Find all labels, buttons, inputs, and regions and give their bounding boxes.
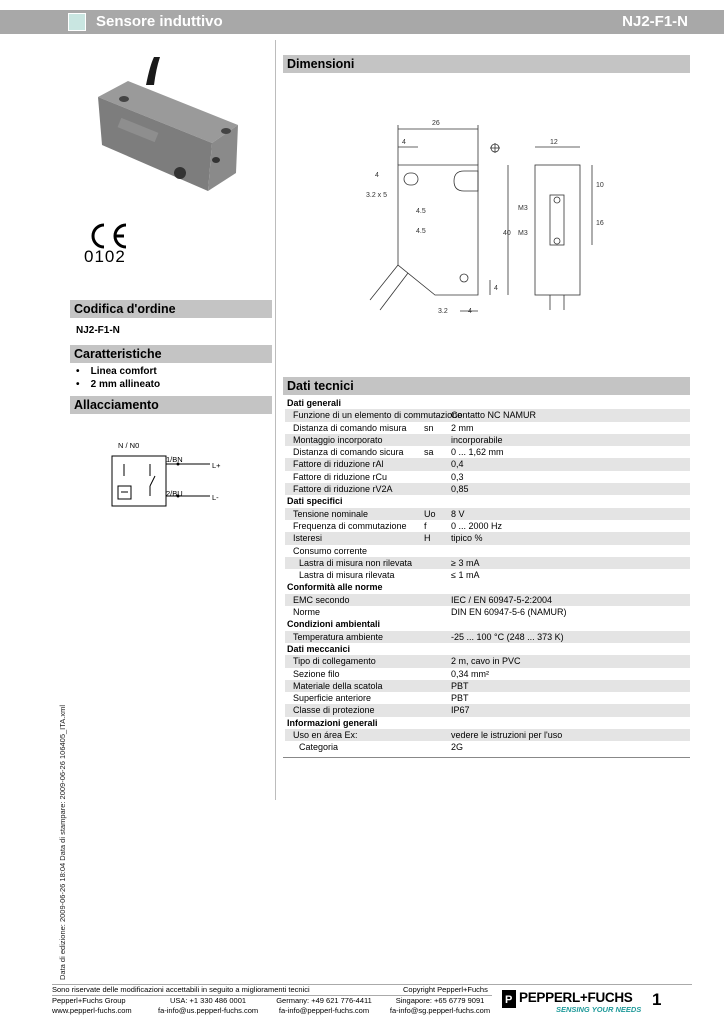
table-row — [285, 458, 690, 470]
row-symbol: sn — [424, 422, 434, 433]
table-row — [285, 545, 690, 557]
row-value: tipico % — [451, 533, 483, 544]
order-code: NJ2-F1-N — [76, 325, 120, 336]
row-value: PBT — [451, 680, 469, 691]
footer-group: Pepperl+Fuchs Group www.pepperl-fuchs.com — [52, 996, 132, 1015]
table-row — [285, 409, 690, 421]
row-value: IEC / EN 60947-5-2:2004 — [451, 594, 553, 605]
row-label: Consumo corrente — [293, 545, 368, 556]
row-value: DIN EN 60947-5-6 (NAMUR) — [451, 607, 567, 618]
table-row — [285, 655, 690, 667]
table-row — [285, 422, 690, 434]
row-label: Lastra di misura non rilevata — [299, 557, 413, 568]
row-label: Fattore di riduzione rCu — [293, 471, 388, 482]
svg-text:P: P — [505, 994, 513, 1006]
footer-germany: Germany: +49 621 776-4411 fa-info@pepperl-fuchs.com — [276, 996, 372, 1015]
wire-2-label: 2/BU — [166, 489, 183, 498]
table-row — [285, 532, 690, 544]
table-row — [285, 668, 690, 680]
row-value: 2G — [451, 742, 464, 753]
dim-3-2: 3.2 — [438, 308, 448, 315]
row-label: Isteresi — [293, 533, 323, 544]
footer-singapore: Singapore: +65 6779 9091 fa-info@sg.pepperl-fuchs.com — [389, 996, 491, 1015]
table-row — [285, 741, 690, 753]
dim-4-side: 4 — [375, 172, 379, 179]
footer-usa: USA: +1 330 486 0001 fa-info@us.pepperl-fuchs.com — [158, 996, 259, 1015]
row-label: Lastra di misura rilevata — [299, 570, 395, 581]
row-label: Superficie anteriore — [293, 693, 372, 704]
row-label: Montaggio incorporato — [293, 434, 383, 445]
table-row — [285, 483, 690, 495]
row-value: 0,85 — [451, 484, 469, 495]
table-row — [285, 471, 690, 483]
row-value: incorporabile — [451, 434, 503, 445]
row-value: ≤ 1 mA — [451, 570, 480, 581]
row-value: -25 ... 100 °C (248 ... 373 K) — [451, 631, 564, 642]
row-label: Classe di protezione — [293, 705, 375, 716]
footer-notice: Sono riservate delle modificazioni accettabili in seguito a miglioramenti tecnici — [52, 985, 310, 994]
table-row — [285, 520, 690, 532]
section-codifica: Codifica d'ordine — [70, 300, 272, 318]
table-row — [285, 606, 690, 618]
row-symbol: Uo — [424, 508, 436, 519]
row-value: 8 V — [451, 508, 465, 519]
dim-m3-a: M3 — [518, 205, 528, 212]
group-label: Dati generali — [287, 398, 342, 408]
dimension-drawing — [360, 115, 610, 325]
row-label: Norme — [293, 607, 321, 618]
table-row — [285, 704, 690, 716]
ce-number: 0102 — [84, 247, 126, 266]
row-value: 2 m, cavo in PVC — [451, 656, 521, 667]
dim-4-low: 4 — [468, 308, 472, 315]
column-divider — [275, 40, 276, 800]
row-value: IP67 — [451, 705, 470, 716]
row-label: Sezione filo — [293, 668, 340, 679]
section-allacciamento: Allacciamento — [70, 396, 272, 414]
row-label: Uso en área Ex: — [293, 730, 358, 741]
product-code: NJ2-F1-N — [622, 13, 688, 30]
brand-name: PEPPERL+FUCHS — [519, 990, 633, 1005]
group-label: Condizioni ambientali — [287, 619, 381, 630]
row-label: Fattore di riduzione rV2A — [293, 484, 393, 495]
table-row — [285, 569, 690, 581]
pepperl-fuchs-logo-icon — [502, 990, 516, 1008]
minus-label: L- — [212, 493, 219, 502]
row-label: Materiale della scatola — [293, 680, 383, 691]
table-group-header — [285, 618, 690, 630]
table-group-header — [285, 643, 690, 655]
footer-copyright: Copyright Pepperl+Fuchs — [403, 985, 488, 994]
brand-slogan: SENSING YOUR NEEDS — [556, 1005, 642, 1014]
row-label: Fattore di riduzione rAl — [293, 459, 384, 470]
feature-item: • Linea comfort — [76, 366, 157, 377]
group-label: Dati specifici — [287, 496, 343, 507]
connection-type: N / N0 — [118, 441, 140, 450]
dim-4-top: 4 — [402, 139, 406, 146]
table-end-line — [283, 757, 690, 758]
row-value: PBT — [451, 693, 469, 704]
dim-m3-b: M3 — [518, 230, 528, 237]
row-value: ≥ 3 mA — [451, 557, 480, 568]
section-caratteristiche: Caratteristiche — [70, 345, 272, 363]
header-bar — [0, 10, 724, 34]
row-label: Distanza di comando sicura — [293, 447, 404, 458]
dim-12: 12 — [550, 139, 558, 146]
row-value: 0,34 mm² — [451, 668, 490, 679]
dim-26: 26 — [432, 120, 440, 127]
group-label: Informazioni generali — [287, 717, 378, 728]
dim-40: 40 — [503, 230, 511, 237]
table-group-header — [285, 495, 690, 507]
table-group-header — [285, 717, 690, 729]
row-value: 0 ... 2000 Hz — [451, 520, 503, 531]
table-row — [285, 508, 690, 520]
ce-mark-icon — [86, 222, 130, 250]
page-title: Sensore induttivo — [96, 13, 223, 30]
table-group-header — [285, 397, 690, 409]
row-label: Temperatura ambiente — [293, 631, 384, 642]
feature-list — [76, 365, 160, 391]
row-label: Categoria — [299, 742, 339, 753]
dim-4-5-a: 4.5 — [416, 208, 426, 215]
table-row — [285, 680, 690, 692]
dim-3-2x5: 3.2 x 5 — [366, 192, 388, 199]
row-value: Contatto NC NAMUR — [451, 410, 537, 421]
table-group-header — [285, 581, 690, 593]
row-value: 0,3 — [451, 471, 464, 482]
row-label: Frequenza di commutazione — [293, 520, 407, 531]
dim-4-bottom: 4 — [494, 285, 498, 292]
section-dimensioni: Dimensioni — [283, 55, 690, 73]
dim-4-5-b: 4.5 — [416, 228, 426, 235]
tech-table — [285, 397, 690, 754]
group-label: Dati meccanici — [287, 643, 351, 654]
table-row — [285, 434, 690, 446]
feature-item: • 2 mm allineato — [76, 379, 161, 390]
section-dati-tecnici: Dati tecnici — [283, 377, 690, 395]
wire-1-label: 1/BN — [166, 455, 183, 464]
table-row — [285, 594, 690, 606]
dim-10: 10 — [596, 182, 604, 189]
table-row — [285, 557, 690, 569]
row-symbol: f — [424, 520, 427, 531]
row-label: Tensione nominale — [293, 508, 369, 519]
table-row — [285, 631, 690, 643]
dim-16: 16 — [596, 220, 604, 227]
edition-info: Data di edizione: 2009-06-26 18:04 Data di stampare: 2009-06-26 106405_ITA.xml — [58, 704, 67, 980]
plus-label: L+ — [212, 461, 221, 470]
row-value: 0 ... 1,62 mm — [451, 447, 504, 458]
row-label: Tipo di collegamento — [293, 656, 376, 667]
row-symbol: H — [424, 533, 431, 544]
header-square-icon — [68, 13, 86, 31]
row-symbol: sa — [424, 447, 434, 458]
table-row — [285, 446, 690, 458]
row-label: Funzione di un elemento di commutazione — [293, 410, 463, 421]
product-photo — [88, 55, 258, 205]
table-row — [285, 729, 690, 741]
page-number: 1 — [652, 990, 662, 1009]
row-label: Distanza di comando misura — [293, 422, 407, 433]
row-value: vedere le istruzioni per l'uso — [451, 730, 563, 741]
table-row — [285, 692, 690, 704]
group-label: Conformità alle norme — [287, 582, 383, 593]
row-label: EMC secondo — [293, 594, 350, 605]
row-value: 0,4 — [451, 459, 464, 470]
row-value: 2 mm — [451, 422, 474, 433]
